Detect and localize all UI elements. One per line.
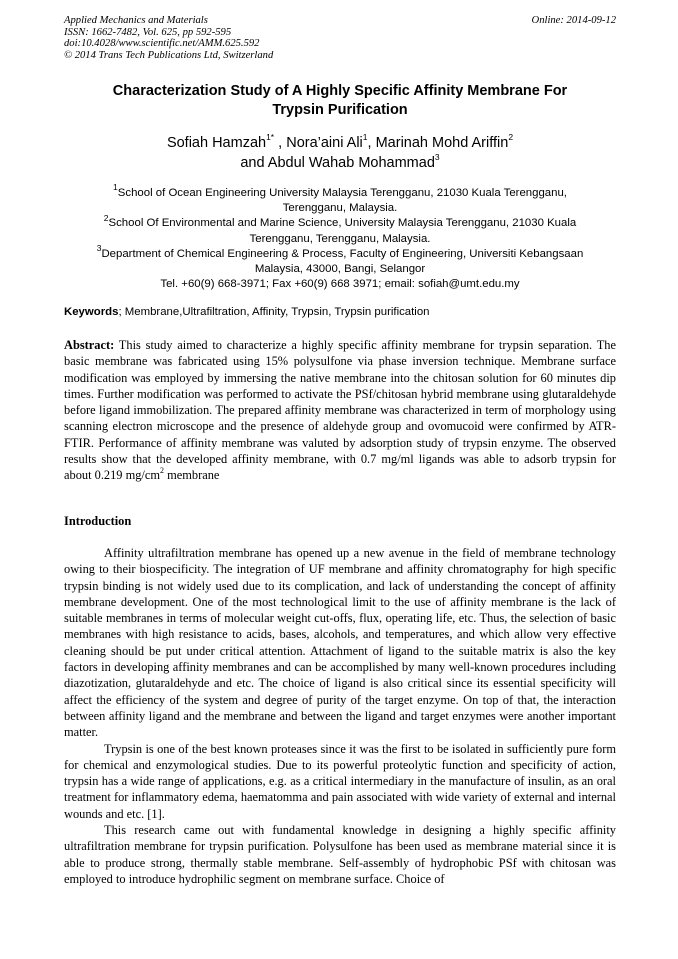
keywords-text: ; Membrane,Ultrafiltration, Affinity, Trypsin, Trypsin purification — [118, 306, 430, 318]
doi-line: doi:10.4028/www.scientific.net/AMM.625.592 — [64, 38, 260, 50]
affiliation-marker: 3 — [96, 243, 102, 254]
author-separator: , — [367, 135, 376, 151]
paper-title — [64, 82, 616, 120]
author-2-affiliation: 1 — [362, 132, 368, 143]
author-separator: , — [274, 135, 287, 151]
issn-line: ISSN: 1662-7482, Vol. 625, pp 592-595 — [64, 26, 232, 38]
affiliation-marker: 2 — [103, 212, 109, 223]
author-1-affiliation: 1* — [266, 132, 275, 143]
author-2: Nora’aini Ali — [286, 135, 363, 151]
affiliation-marker: 1 — [113, 182, 118, 193]
keywords — [64, 305, 616, 320]
paragraph-1: Affinity ultrafiltration membrane has opened up a new avenue in the field of membrane technology owing to their biospecificity. The integration of UF membrane and affinity chromatography for high specific trypsin binding is not widely used due to its complication, and lack of understanding the concept of affinity membrane development. One of the most technological limit to the use of affinity membrane is the lack of suitable membranes in terms of molecular weight cut-offs, flux, operating life, etc. Thus, the selection of basic membranes with high resistance to acids, bases, alcohols, and temperatures, and which allow very effective cleaning should be put under critical attention. Attachment of ligand to the suitable matrix is also the key factors in developing affinity membranes and can be accomplished by many well-known procedures including diazotization, glutaraldehyde and etc. The choice of ligand is also critical since its essential specificity will affect the efficiency of the system and degree of purity of the target enzyme. On top of that, the interaction between affinity ligand and the membrane and between the ligand and target enzymes were another important matter. — [64, 546, 616, 740]
affiliation-2 — [64, 212, 616, 231]
affiliation-1 — [64, 182, 616, 201]
affiliation-1-line-2: Terengganu, Malaysia. — [282, 202, 398, 215]
affiliation-2-line-2: Terengganu, Terengganu, Malaysia. — [249, 232, 431, 245]
author-list — [64, 133, 616, 173]
affiliations — [64, 182, 616, 292]
abstract — [64, 337, 616, 484]
author-4: Abdul Wahab Mohammad — [267, 155, 435, 171]
online-date: Online: 2014-09-12 — [531, 15, 616, 26]
authors-line-1 — [64, 133, 616, 153]
journal-name: Applied Mechanics and Materials — [64, 15, 208, 26]
affiliation-3-line-1: Department of Chemical Engineering & Process, Faculty of Engineering, Universiti Kebangsaan — [101, 247, 584, 260]
author-3: Marinah Mohd Ariffin — [375, 135, 509, 151]
author-1: Sofiah Hamzah — [166, 135, 267, 151]
author-4-affiliation: 3 — [434, 152, 440, 163]
introduction-body — [64, 545, 616, 887]
affiliation-1-line-1: School of Ocean Engineering University Malaysia Terengganu, 21030 Kuala Terengganu, — [117, 187, 567, 199]
paragraph-2: Trypsin is one of the best known proteases since it was the first to be isolated in sufficiently pure form for chemical and enzymological studies. Due to its powerful proteolytic function and specificity of action, trypsin has a wide range of applications, e.g. as a critical intermediary in the manufacture of insulin, as an oral treatment for inflammatory edema, haematomma and pain associated with wide variety of external and internal wounds and etc. [1]. — [64, 741, 616, 821]
author-connector: and — [240, 155, 268, 171]
contact-line: Tel. +60(9) 668-3971; Fax +60(9) 668 3971; email: sofiah@umt.edu.my — [160, 278, 520, 291]
paragraph-3: This research came out with fundamental knowledge in designing a highly specific affinity ultrafiltration membrane for trypsin purification. Polysulfone has been used as membrane material since it is able to produce strong, thermally stable membrane. Self-assembly of hydrophobic PSf with chitosan was employed to introduce hydrophilic segment on membrane surface. Choice of — [64, 823, 616, 886]
affiliation-3-line-2: Malaysia, 43000, Bangi, Selangor — [254, 263, 426, 276]
title-line-2: Trypsin Purification — [272, 102, 408, 118]
keywords-label: Keywords — [64, 306, 119, 318]
title-line-1: Characterization Study of A Highly Specific Affinity Membrane For — [112, 83, 568, 99]
affiliation-3 — [64, 243, 616, 262]
author-3-affiliation: 2 — [508, 132, 514, 143]
abstract-unit-superscript: 2 — [160, 466, 165, 476]
abstract-tail: membrane — [164, 468, 220, 483]
authors-line-2 — [64, 153, 616, 173]
affiliation-2-line-1: School Of Environmental and Marine Science, University Malaysia Terengganu, 21030 Kuala — [108, 217, 577, 230]
abstract-label: Abstract: — [64, 338, 115, 352]
copyright-line: © 2014 Trans Tech Publications Ltd, Switzerland — [64, 49, 274, 61]
section-heading-introduction: Introduction — [64, 514, 132, 528]
abstract-text: This study aimed to characterize a highly specific affinity membrane for trypsin separation. The basic membrane was fabricated using 15% polysulfone via phase inversion technique. Membrane surface modification was employed by immersing the native membrane into the chitosan solution for 60 minutes dip times. Further modification was performed to activate the PSf/chitosan hybrid membrane using glutaraldehyde before ligand immobilization. The prepared affinity membrane was characterized in term of morphology using scanning electron microscope and the presence of aldehyde group and ovomucoid were confirmed by ATR-FTIR. Performance of affinity membrane was valuted by adsorption study of trypsin enzyme. The observed results show that the developed affinity membrane, with 0.7 mg/ml ligands was able to adsorb trypsin for about 0.219 mg/cm — [64, 338, 616, 483]
journal-header — [64, 15, 616, 61]
